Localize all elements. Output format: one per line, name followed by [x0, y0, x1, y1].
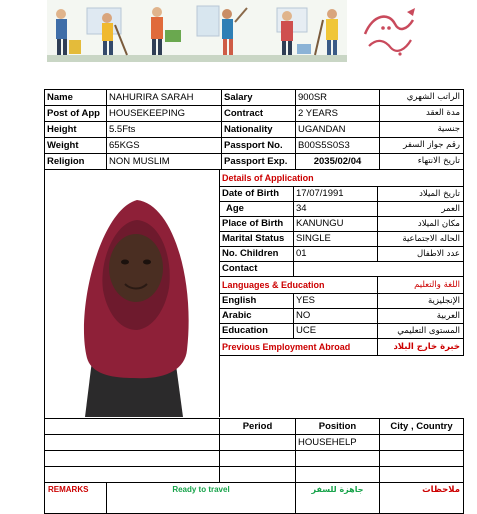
employment-title-ar: خبرة خارج البلاد [378, 339, 464, 355]
row-religion [45, 154, 464, 170]
expiry-label-ar: تاريخ الانتهاء [380, 154, 464, 169]
employment-row [45, 435, 464, 451]
pob-label: Place of Birth [220, 217, 294, 231]
children-value: 01 [294, 247, 378, 261]
employment-row [45, 451, 464, 467]
expiry-label: Passport Exp. [222, 154, 296, 169]
passport-value: B00S5S0S3 [296, 138, 380, 153]
marital-label: Marital Status [220, 232, 294, 246]
row-pob [220, 217, 464, 232]
employment-spacer [45, 467, 220, 482]
applicant-photo [45, 170, 220, 417]
english-value: YES [294, 294, 378, 308]
employment-period [220, 467, 296, 482]
education-label: Education [220, 324, 294, 338]
english-label: English [220, 294, 294, 308]
employment-spacer [45, 451, 220, 466]
age-value: 34 [294, 202, 378, 216]
remarks-row [45, 483, 464, 513]
weight-label: Weight [45, 138, 107, 153]
row-name [45, 90, 464, 106]
zyada-logo [355, 4, 425, 62]
post-value: HOUSEKEEPING [107, 106, 222, 121]
row-arabic [220, 309, 464, 324]
employment-spacer [45, 435, 220, 450]
religion-label: Religion [45, 154, 107, 169]
arabic-label: Arabic [220, 309, 294, 323]
contact-value [294, 262, 464, 276]
name-label: Name [45, 90, 107, 105]
salary-label: Salary [222, 90, 296, 105]
row-age [220, 202, 464, 217]
pob-value: KANUNGU [294, 217, 378, 231]
remarks-label-ar: ملاحظات [380, 483, 464, 513]
contract-value: 2 YEARS [296, 106, 380, 121]
ready-to-travel: Ready to travel [107, 483, 296, 513]
employment-row [45, 467, 464, 483]
nationality-label-ar: جنسية [380, 122, 464, 137]
row-marital [220, 232, 464, 247]
employment-spacer [45, 419, 220, 434]
dob-value: 17/07/1991 [294, 187, 378, 201]
position-header: Position [296, 419, 380, 434]
languages-title-row [220, 277, 464, 294]
marital-value: SINGLE [294, 232, 378, 246]
application-details [220, 170, 464, 356]
languages-title-ar: اللغة والتعليم [378, 277, 464, 293]
expiry-value: 2035/02/04 [296, 154, 380, 169]
employment-period [220, 451, 296, 466]
education-label-ar: المستوى التعليمي [378, 324, 464, 338]
applicant-portrait [45, 170, 220, 417]
post-label: Post of App [45, 106, 107, 121]
salary-label-ar: الراتب الشهري [380, 90, 464, 105]
english-label-ar: الإنجليزية [378, 294, 464, 308]
period-header: Period [220, 419, 296, 434]
name-value: NAHURIRA SARAH [107, 90, 222, 105]
country-header: City , Country [380, 419, 464, 434]
children-label: No. Children [220, 247, 294, 261]
marital-label-ar: الحاله الاجتماعية [378, 232, 464, 246]
row-education [220, 324, 464, 339]
employment-header-row [45, 419, 464, 435]
contact-label: Contact [220, 262, 294, 276]
age-label-ar: العمر [378, 202, 464, 216]
passport-label-ar: رقم جواز السفر [380, 138, 464, 153]
dob-label: Date of Birth [220, 187, 294, 201]
languages-title: Languages & Education [220, 277, 378, 293]
height-value: 5.5Fts [107, 122, 222, 137]
row-weight [45, 138, 464, 154]
height-label: Height [45, 122, 107, 137]
employment-period [220, 435, 296, 450]
row-height [45, 122, 464, 138]
religion-value: NON MUSLIM [107, 154, 222, 169]
salary-value: 900SR [296, 90, 380, 105]
application-title: Details of Application [220, 170, 464, 186]
employment-position [296, 467, 380, 482]
row-dob [220, 187, 464, 202]
pob-label-ar: مكان الميلاد [378, 217, 464, 231]
passport-label: Passport No. [222, 138, 296, 153]
employment-title-row [220, 339, 464, 356]
employment-title: Previous Employment Abroad [220, 339, 378, 355]
remarks-label: REMARKS [45, 483, 107, 513]
weight-value: 65KGS [107, 138, 222, 153]
education-value: UCE [294, 324, 378, 338]
children-label-ar: عدد الاطفال [378, 247, 464, 261]
employment-country [380, 435, 464, 450]
employment-country [380, 467, 464, 482]
cv-sheet [44, 89, 464, 514]
contract-label: Contract [222, 106, 296, 121]
arabic-label-ar: العربية [378, 309, 464, 323]
nationality-value: UGANDAN [296, 122, 380, 137]
age-label: Age [220, 202, 294, 216]
row-contact [220, 262, 464, 277]
employment-position [296, 451, 380, 466]
details-section [45, 170, 464, 419]
row-children [220, 247, 464, 262]
row-english [220, 294, 464, 309]
nationality-label: Nationality [222, 122, 296, 137]
dob-label-ar: تاريخ الميلاد [378, 187, 464, 201]
arabic-value: NO [294, 309, 378, 323]
application-title-row [220, 170, 464, 187]
row-post [45, 106, 464, 122]
employment-country [380, 451, 464, 466]
ready-to-travel-ar: جاهزة للسفر [296, 483, 380, 513]
employment-position: HOUSEHELP [296, 435, 380, 450]
contract-label-ar: مدة العقد [380, 106, 464, 121]
